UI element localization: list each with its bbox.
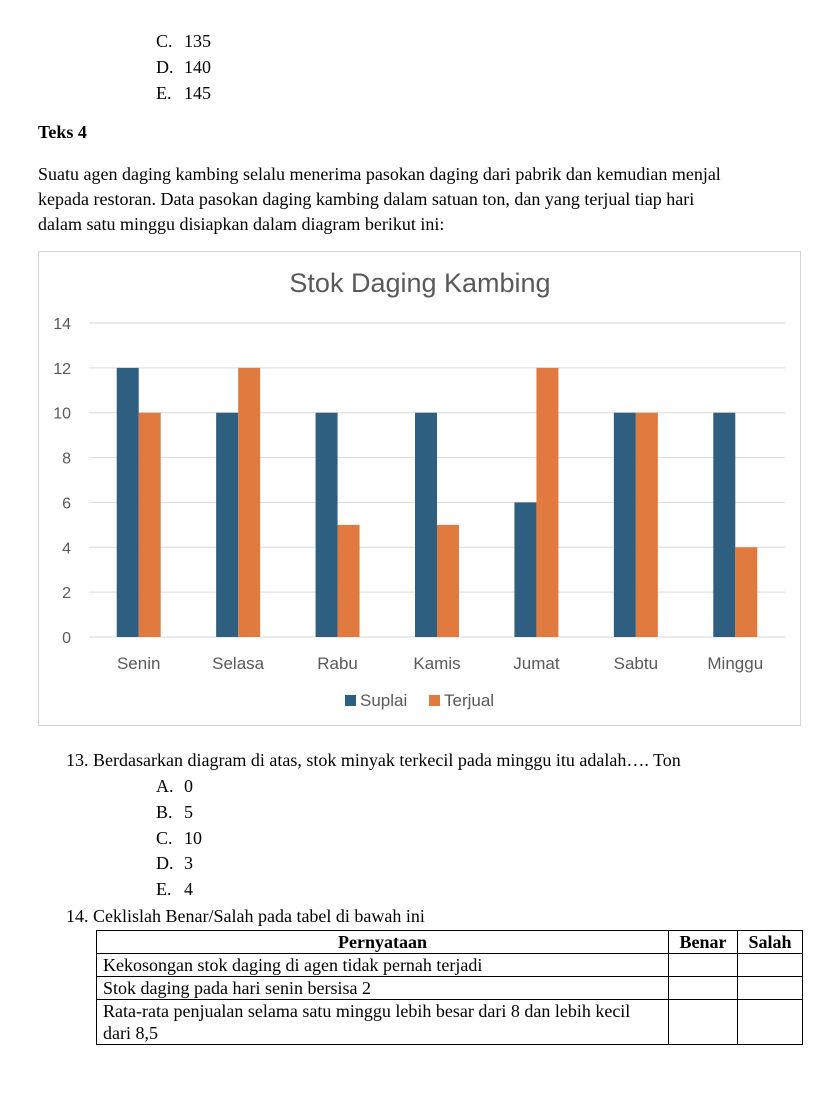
bar-suplai-rabu	[316, 413, 338, 637]
true-checkbox-cell[interactable]	[669, 977, 738, 1000]
chart-container	[38, 251, 801, 726]
bar-terjual-sabtu	[636, 413, 658, 637]
statement-cell: Kekosongan stok daging di agen tidak pernah terjadi	[97, 954, 669, 977]
q13-option-c	[156, 828, 202, 848]
y-tick-label: 8	[62, 450, 71, 468]
option-letter: D.	[156, 57, 174, 77]
paragraph-line: kepada restoran. Data pasokan daging kambing dalam satuan ton, dan yang terjual tiap hari	[38, 189, 695, 209]
y-tick-label: 4	[62, 540, 71, 558]
question-14: 14. Ceklislah Benar/Salah pada tabel di bawah ini	[66, 906, 425, 926]
option-text: 140	[184, 57, 211, 77]
bar-terjual-minggu	[735, 547, 757, 637]
option-letter: D.	[156, 853, 174, 873]
bar-chart	[39, 252, 800, 725]
intro-paragraph	[38, 162, 808, 237]
paragraph-line: Suatu agen daging kambing selalu menerima pasokan daging dari pabrik dan kemudian menjal	[38, 164, 721, 184]
option-text: 10	[184, 828, 202, 848]
legend-swatch-terjual	[429, 695, 440, 706]
x-tick-label: Rabu	[317, 654, 358, 673]
q13-option-a	[156, 776, 193, 796]
y-tick-label: 12	[53, 360, 71, 378]
x-tick-label: Selasa	[212, 654, 265, 673]
y-axis-ticks	[53, 316, 71, 647]
statement-cell: Rata-rata penjualan selama satu minggu lebih besar dari 8 dan lebih kecil dari 8,5	[97, 1000, 669, 1045]
x-tick-label: Sabtu	[613, 654, 659, 673]
option-text: 5	[184, 802, 193, 822]
y-tick-label: 14	[53, 316, 71, 333]
table-row	[97, 1000, 803, 1045]
prev-option-d	[156, 57, 211, 77]
option-text: 0	[184, 776, 193, 796]
true-false-table	[96, 930, 803, 1045]
false-checkbox-cell[interactable]	[738, 977, 803, 1000]
header-statement: Pernyataan	[97, 931, 669, 954]
q13-option-b	[156, 802, 193, 822]
bar-suplai-jumat	[514, 502, 536, 637]
table-header-row	[97, 931, 803, 954]
y-tick-label: 2	[62, 585, 71, 603]
option-letter: E.	[156, 879, 172, 899]
true-checkbox-cell[interactable]	[669, 954, 738, 977]
option-letter: C.	[156, 828, 173, 848]
option-text: 4	[184, 879, 193, 899]
bar-terjual-senin	[139, 413, 161, 637]
bar-terjual-rabu	[338, 525, 360, 637]
bar-suplai-selasa	[216, 413, 238, 637]
legend	[345, 691, 494, 710]
table-row	[97, 954, 803, 977]
q13-option-e	[156, 879, 193, 899]
x-tick-label: Minggu	[707, 654, 764, 673]
x-axis-labels	[117, 654, 763, 673]
y-tick-label: 0	[62, 630, 71, 647]
statement-cell: Stok daging pada hari senin bersisa 2	[97, 977, 669, 1000]
bar-suplai-minggu	[713, 413, 735, 637]
bar-suplai-senin	[117, 368, 139, 637]
q13-option-d	[156, 853, 193, 873]
y-tick-label: 10	[53, 405, 71, 423]
chart-title: Stok Daging Kambing	[289, 268, 551, 298]
bar-suplai-kamis	[415, 413, 437, 637]
bar-terjual-selasa	[238, 368, 260, 637]
bar-suplai-sabtu	[614, 413, 636, 637]
option-letter: E.	[156, 83, 172, 103]
bar-terjual-jumat	[536, 368, 558, 637]
x-tick-label: Senin	[116, 654, 161, 673]
prev-option-c	[156, 31, 211, 51]
x-tick-label: Jumat	[513, 654, 560, 673]
legend-label-terjual: Terjual	[444, 691, 495, 710]
legend-swatch-suplai	[345, 695, 356, 706]
section-heading: Teks 4	[38, 122, 87, 142]
legend-label-suplai: Suplai	[360, 691, 408, 710]
true-checkbox-cell[interactable]	[669, 1000, 738, 1045]
y-tick-label: 6	[62, 495, 71, 513]
false-checkbox-cell[interactable]	[738, 954, 803, 977]
header-false: Salah	[738, 931, 803, 954]
option-text: 135	[184, 31, 211, 51]
option-text: 3	[184, 853, 193, 873]
prev-option-e	[156, 83, 211, 103]
question-13: 13. Berdasarkan diagram di atas, stok minyak terkecil pada minggu itu adalah…. Ton	[66, 750, 681, 770]
option-text: 145	[184, 83, 211, 103]
x-tick-label: Kamis	[413, 654, 461, 673]
option-letter: C.	[156, 31, 173, 51]
header-true: Benar	[669, 931, 738, 954]
paragraph-line: dalam satu minggu disiapkan dalam diagram berikut ini:	[38, 214, 445, 234]
option-letter: A.	[156, 776, 174, 796]
option-letter: B.	[156, 802, 173, 822]
bar-terjual-kamis	[437, 525, 459, 637]
table-row	[97, 977, 803, 1000]
false-checkbox-cell[interactable]	[738, 1000, 803, 1045]
